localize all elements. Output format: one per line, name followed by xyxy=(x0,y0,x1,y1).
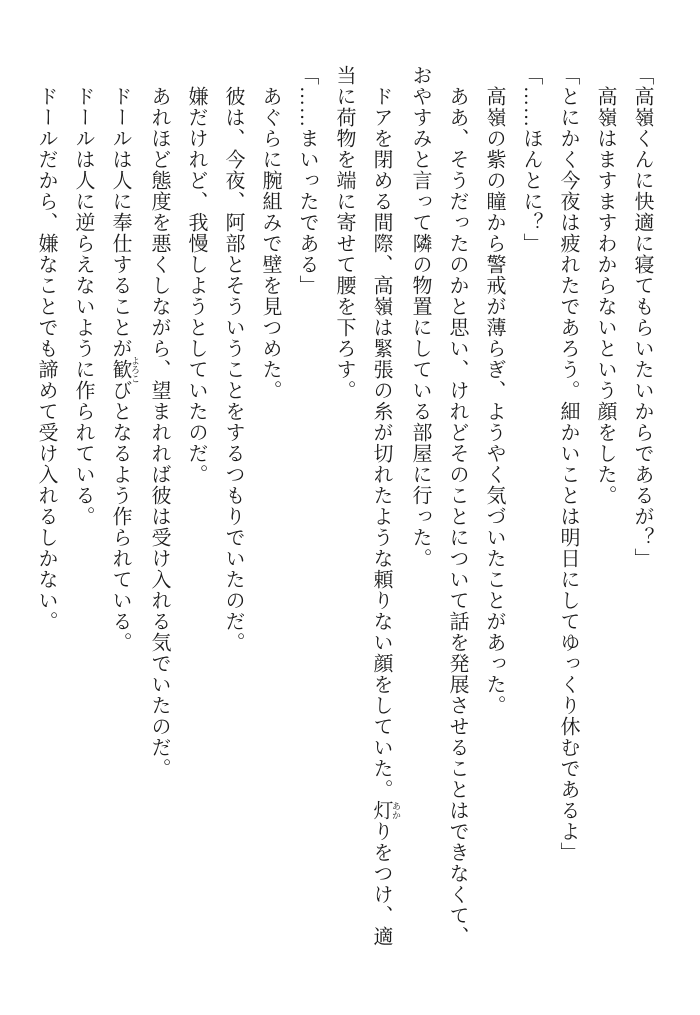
text-line-10: 「……まいったである」 xyxy=(296,65,318,296)
text-line-11: あぐらに腕組みで壁を見つめた。 xyxy=(259,86,281,401)
text-line-16: ドールは人に逆らえないように作られている。 xyxy=(72,86,94,527)
text-line-1: 「高嶺くんに快適に寝てもらいたいからであるが？」 xyxy=(631,65,653,569)
text-line-12: 彼は、今夜、阿部とそういうことをするつもりでいたのだ。 xyxy=(222,86,244,653)
text-line-7: おやすみと言って隣の物置にしている部屋に行った。 xyxy=(409,65,431,569)
text-line-14: あれほど態度を悪くしながら、望まれれば彼は受け入れる気でいたのだ。 xyxy=(148,86,170,779)
text-line-5: 高嶺の紫の瞳から警戒が薄らぎ、ようやく気づいたことがあった。 xyxy=(483,86,505,716)
text-line-15: ドールは人に奉仕することが歓 よろこびとなるよう作られている。 xyxy=(109,86,140,653)
text-line-4: 「……ほんとに？」 xyxy=(520,65,542,254)
text-line-9: 当に荷物を端に寄せて腰を下ろす。 xyxy=(333,65,355,401)
furigana: あか xyxy=(391,800,401,821)
furigana: よろこ xyxy=(130,356,140,383)
text-line-3: 「とにかく今夜は疲れたであろう。細かいことは明日にしてゆっくり休むであるよ」 xyxy=(557,65,579,863)
text-line-8: ドアを閉める間際、高嶺は緊張の糸が切れたような頼りない顔をしていた。灯 あかりをつけ、適 xyxy=(370,86,401,947)
text-line-2: 高嶺はますますわからないという顔をした。 xyxy=(594,86,616,506)
text-line-13: 嫌だけれど、我慢しようとしていたのだ。 xyxy=(185,86,207,485)
text-block xyxy=(27,65,660,977)
ruby-annotated-char: 灯 あか xyxy=(370,800,401,821)
text-line-17: ドールだから、嫌なことでも諦めて受け入れるしかない。 xyxy=(35,86,57,632)
text-line-6: ああ、そうだったのかと思い、けれどそのことについて話を発展させることはできなくて、 xyxy=(446,86,468,947)
ruby-annotated-char: 歓 よろこ xyxy=(109,356,140,383)
